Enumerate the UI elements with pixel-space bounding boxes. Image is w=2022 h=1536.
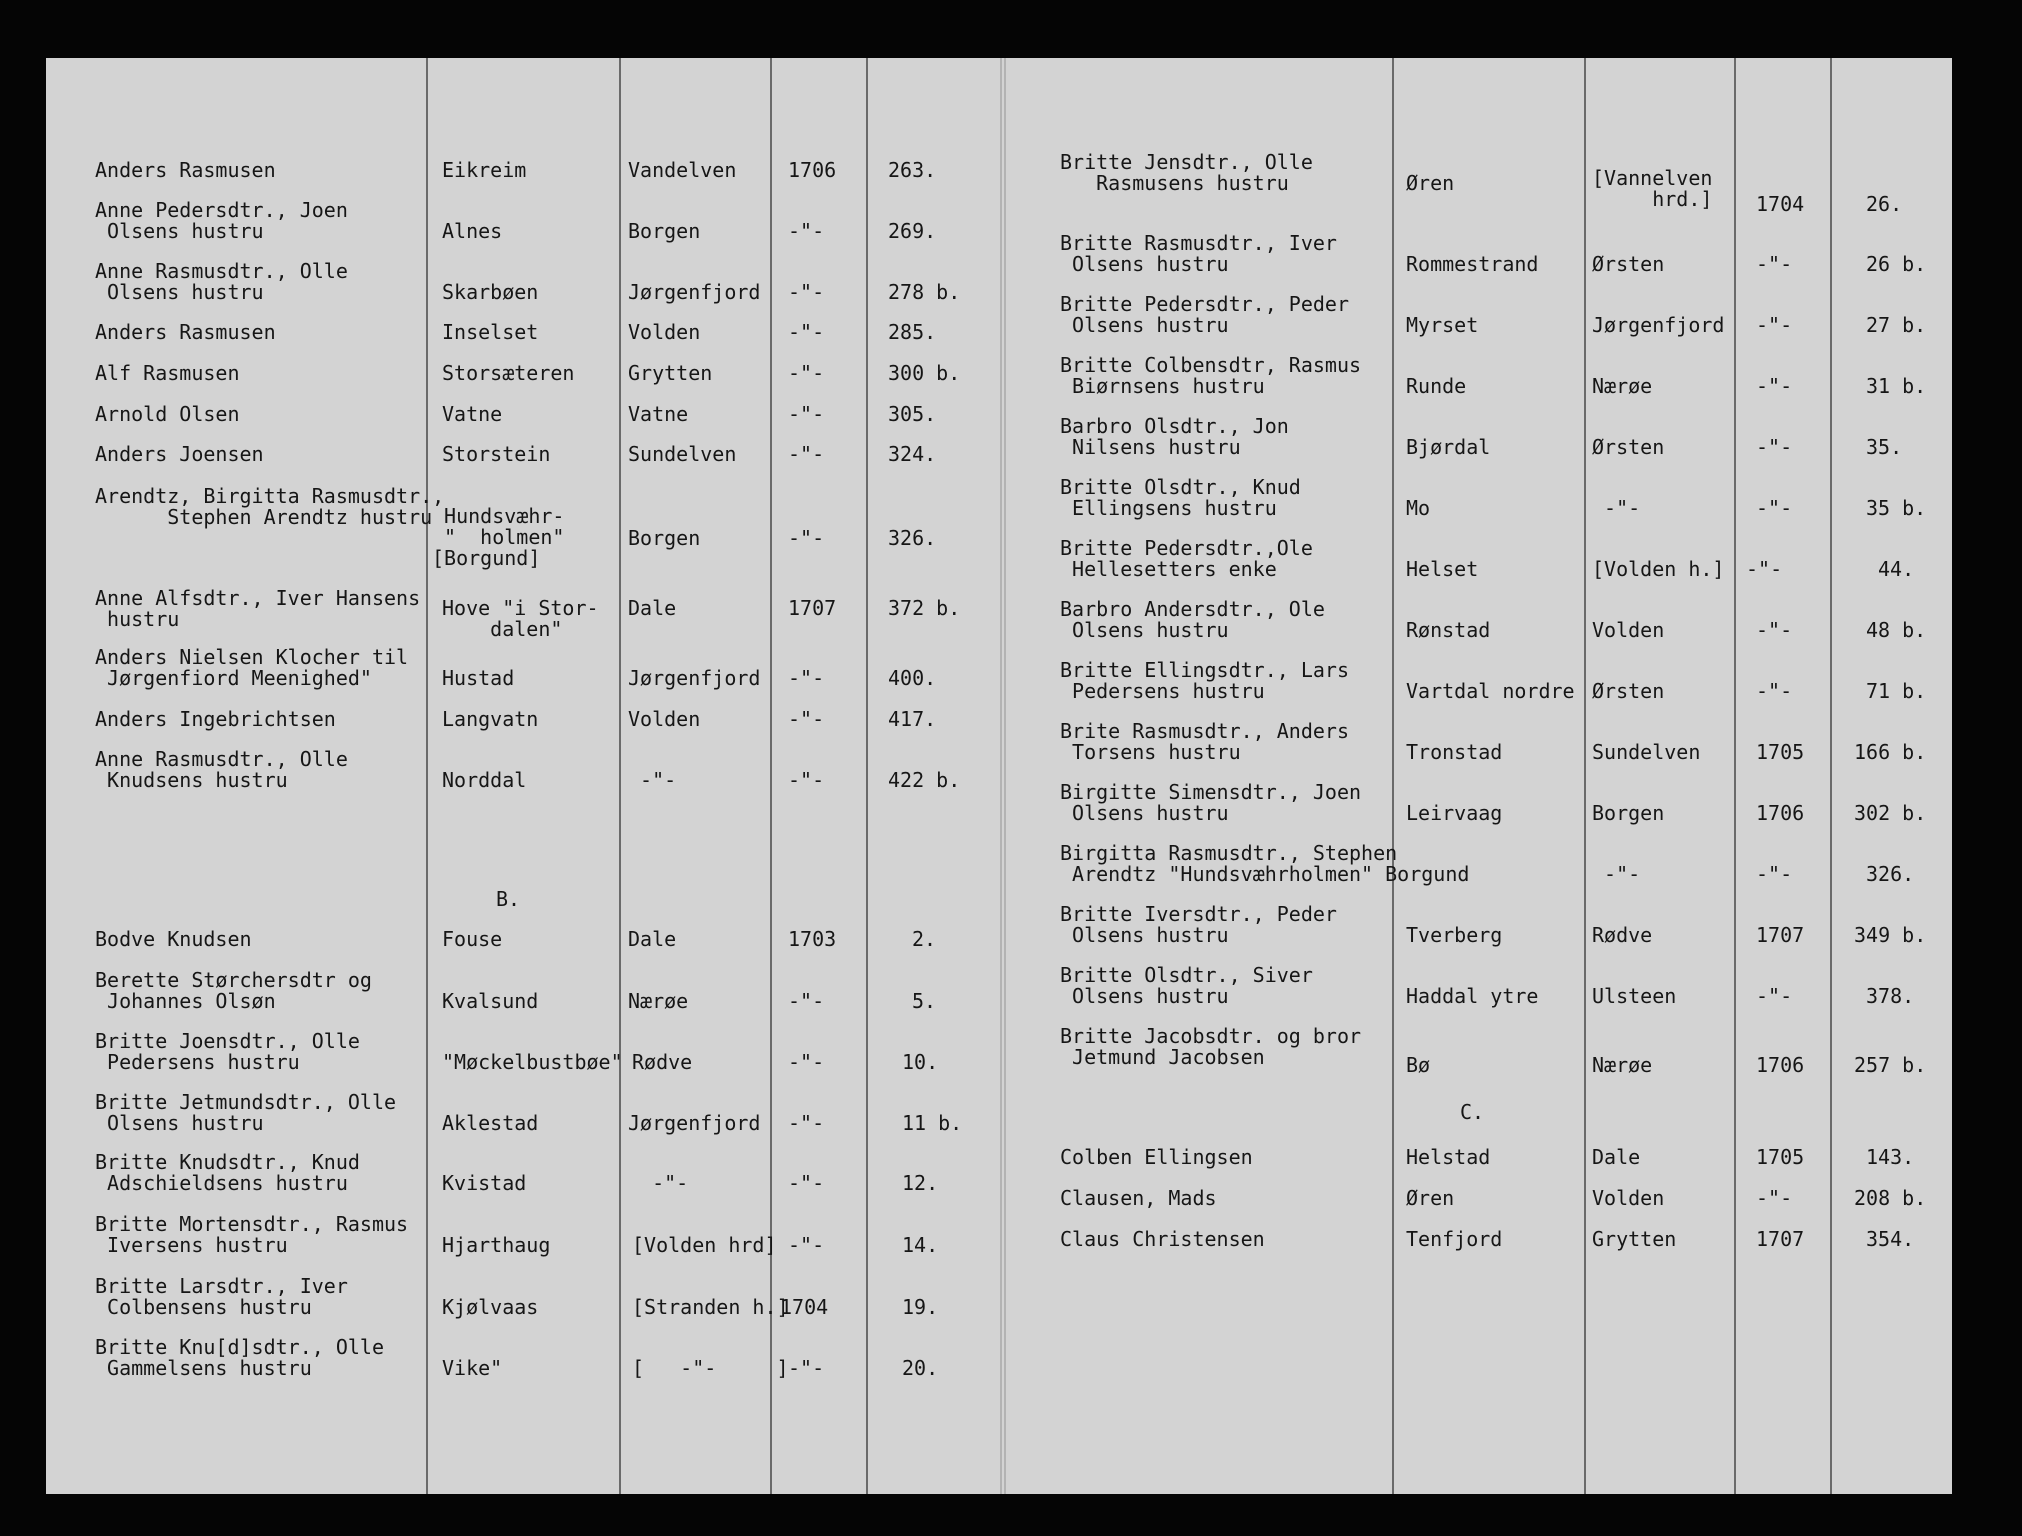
entry-parish: Vandelven [628, 158, 737, 182]
entry-farm: Hundsvæhr- " holmen" [Borgund] [432, 504, 565, 570]
entry-name: Britte Joensdtr., Olle Pedersens hustru [95, 1029, 360, 1074]
entry-parish: Dale [628, 596, 677, 620]
entry-folio: 263. [888, 158, 937, 182]
entry-farm: "Møckelbustbøe" [442, 1050, 623, 1074]
entry-parish: Jørgenfjord [628, 666, 761, 690]
entry-name: Britte Jacobsdtr. og bror Jetmund Jacobsen [1060, 1024, 1362, 1069]
entry-name: Birgitta Rasmusdtr., Stephen Arendtz "Hundsvæhrholmen" Borgund [1060, 841, 1470, 886]
entry-folio: 12. [902, 1171, 939, 1195]
entry-parish: [Vannelven hrd.] [1592, 166, 1713, 211]
entry-folio: 257 b. [1854, 1053, 1927, 1077]
entry-parish: Ulsteen [1592, 984, 1677, 1008]
entry-parish: Jørgenfjord [1592, 313, 1725, 337]
entry-year: -"- [788, 442, 825, 466]
entry-year: -"- [788, 320, 825, 344]
entry-name: Anne Rasmusdtr., Olle Knudsens hustru [95, 747, 348, 792]
entry-farm: Langvatn [442, 707, 539, 731]
entry-folio: 326. [888, 526, 937, 550]
entry-farm: Aklestad [442, 1111, 539, 1135]
entry-name: Arendtz, Birgitta Rasmusdtr., Stephen Arendtz hustru [95, 484, 445, 529]
entry-parish: Borgen [628, 219, 701, 243]
entry-folio: 44. [1878, 557, 1915, 581]
section-heading-b: B. [496, 887, 521, 911]
entry-parish: -"- [628, 1171, 689, 1195]
entry-parish: [ -"- ] [632, 1356, 789, 1380]
entry-year: -"- [1756, 618, 1793, 642]
entry-name: Britte Pedersdtr.,Ole Hellesetters enke [1060, 536, 1313, 581]
entry-name: Britte Olsdtr., Siver Olsens hustru [1060, 963, 1313, 1008]
entry-folio: 372 b. [888, 596, 961, 620]
entry-parish: Sundelven [628, 442, 737, 466]
entry-parish: Ørsten [1592, 435, 1665, 459]
entry-name: Britte Colbensdtr, Rasmus Biørnsens hustru [1060, 353, 1362, 398]
entry-name: Britte Knu[d]sdtr., Olle Gammelsens hustru [95, 1335, 384, 1380]
entry-name: Britte Jetmundsdtr., Olle Olsens hustru [95, 1090, 397, 1135]
entry-folio: 35 b. [1866, 496, 1927, 520]
entry-parish: [Volden h.] [1592, 557, 1725, 581]
entry-parish: Dale [1592, 1145, 1641, 1169]
entry-name: Brite Rasmusdtr., Anders Torsens hustru [1060, 719, 1349, 764]
entry-farm: Leirvaag [1406, 801, 1503, 825]
entry-year: 1703 [788, 927, 837, 951]
entry-folio: 278 b. [888, 280, 961, 304]
entry-farm: Tenfjord [1406, 1227, 1503, 1251]
entry-folio: 71 b. [1866, 679, 1927, 703]
entry-folio: 14. [902, 1233, 939, 1257]
entry-year: -"- [788, 666, 825, 690]
entry-year: 1705 [1756, 740, 1805, 764]
entry-farm: Bø [1406, 1053, 1431, 1077]
entry-farm: Kjølvaas [442, 1295, 539, 1319]
entry-parish: Volden [628, 707, 701, 731]
register-sheet [46, 58, 1952, 1494]
entry-parish: Sundelven [1592, 740, 1701, 764]
entry-year: -"- [788, 402, 825, 426]
entry-name: Anne Alfsdtr., Iver Hansens hustru [95, 586, 421, 631]
entry-folio: 166 b. [1854, 740, 1927, 764]
right-page [46, 58, 1952, 1494]
section-heading-c: C. [1460, 1100, 1485, 1124]
entry-folio: 20. [902, 1356, 939, 1380]
entry-name: Berette Størchersdtr og Johannes Olsøn [95, 968, 372, 1013]
entry-year: -"- [788, 280, 825, 304]
entry-name: Barbro Andersdtr., Ole Olsens hustru [1060, 597, 1325, 642]
entry-parish: Grytten [628, 361, 713, 385]
entry-name: Anne Rasmusdtr., Olle Olsens hustru [95, 259, 348, 304]
entry-folio: 305. [888, 402, 937, 426]
entry-parish: -"- [1592, 496, 1641, 520]
entry-year: -"- [788, 1356, 825, 1380]
entry-name: Colben Ellingsen [1060, 1145, 1253, 1169]
entry-farm: Øren [1406, 1186, 1455, 1210]
entry-farm: Alnes [442, 219, 503, 243]
entry-name: Britte Knudsdtr., Knud Adschieldsens hustru [95, 1150, 360, 1195]
entry-name: Britte Iversdtr., Peder Olsens hustru [1060, 902, 1337, 947]
entry-folio: 326. [1866, 862, 1915, 886]
entry-name: Clausen, Mads [1060, 1186, 1217, 1210]
entry-parish: Nærøe [1592, 1053, 1653, 1077]
entry-parish: Jørgenfjord [628, 280, 761, 304]
entry-year: -"- [1756, 1186, 1793, 1210]
entry-parish: Jørgenfjord [628, 1111, 761, 1135]
entry-farm: Helstad [1406, 1145, 1491, 1169]
entry-parish: Nærøe [628, 989, 689, 1013]
entry-farm: Kvalsund [442, 989, 539, 1013]
entry-farm: Vatne [442, 402, 503, 426]
entry-farm: Norddal [442, 768, 527, 792]
entry-year: 1706 [1756, 1053, 1805, 1077]
entry-farm: Vike" [442, 1356, 503, 1380]
entry-folio: 11 b. [902, 1111, 963, 1135]
entry-parish: Borgen [1592, 801, 1665, 825]
entry-farm: Storsæteren [442, 361, 575, 385]
entry-parish: -"- [628, 768, 677, 792]
entry-folio: 378. [1866, 984, 1915, 1008]
entry-year: -"- [788, 768, 825, 792]
entry-year: -"- [788, 526, 825, 550]
entry-year: 1706 [1756, 801, 1805, 825]
entry-parish: Rødve [1592, 923, 1653, 947]
entry-year: -"- [1756, 679, 1793, 703]
entry-year: -"- [1756, 496, 1793, 520]
entry-farm: Inselset [442, 320, 539, 344]
entry-name: Britte Olsdtr., Knud Ellingsens hustru [1060, 475, 1301, 520]
entry-year: -"- [788, 1171, 825, 1195]
entry-folio: 302 b. [1854, 801, 1927, 825]
entry-parish: Volden [1592, 618, 1665, 642]
entry-parish: -"- [1592, 862, 1641, 886]
entry-year: 1704 [1756, 192, 1805, 216]
entry-folio: 19. [902, 1295, 939, 1319]
entry-parish: Volden [628, 320, 701, 344]
entry-name: Anders Ingebrichtsen [95, 707, 336, 731]
entry-year: 1704 [780, 1295, 829, 1319]
entry-year: -"- [788, 707, 825, 731]
entry-name: Anders Rasmusen [95, 158, 276, 182]
entry-parish: Volden [1592, 1186, 1665, 1210]
entry-folio: 400. [888, 666, 937, 690]
entry-parish: Ørsten [1592, 252, 1665, 276]
entry-name: Britte Jensdtr., Olle Rasmusens hustru [1060, 150, 1313, 195]
entry-folio: 285. [888, 320, 937, 344]
entry-folio: 26. [1866, 192, 1903, 216]
entry-parish: Dale [628, 927, 677, 951]
entry-farm: Eikreim [442, 158, 527, 182]
entry-farm: Hjarthaug [442, 1233, 551, 1257]
entry-parish: Rødve [632, 1050, 693, 1074]
entry-year: -"- [788, 1233, 825, 1257]
entry-year: -"- [1756, 374, 1793, 398]
entry-folio: 31 b. [1866, 374, 1927, 398]
entry-folio: 143. [1866, 1145, 1915, 1169]
entry-parish: [Stranden h.] [632, 1295, 789, 1319]
entry-name: Britte Rasmusdtr., Iver Olsens hustru [1060, 231, 1337, 276]
entry-parish: Borgen [628, 526, 701, 550]
entry-year: -"- [1746, 557, 1783, 581]
entry-name: Britte Ellingsdtr., Lars Pedersens hustru [1060, 658, 1349, 703]
entry-farm: Haddal ytre [1406, 984, 1539, 1008]
entry-name: Bodve Knudsen [95, 927, 252, 951]
entry-parish: Nærøe [1592, 374, 1653, 398]
entry-year: -"- [1756, 252, 1793, 276]
entry-folio: 35. [1866, 435, 1903, 459]
entry-farm: Hustad [442, 666, 515, 690]
entry-year: -"- [1756, 435, 1793, 459]
entry-name: Anders Rasmusen [95, 320, 276, 344]
entry-name: Claus Christensen [1060, 1227, 1265, 1251]
entry-name: Britte Mortensdtr., Rasmus Iversens hustru [95, 1212, 409, 1257]
entry-folio: 269. [888, 219, 937, 243]
entry-folio: 2. [912, 927, 937, 951]
entry-farm: Øren [1406, 171, 1455, 195]
entry-folio: 300 b. [888, 361, 961, 385]
entry-name: Britte Pedersdtr., Peder Olsens hustru [1060, 292, 1349, 337]
entry-farm: Rommestrand [1406, 252, 1539, 276]
entry-name: Britte Larsdtr., Iver Colbensens hustru [95, 1274, 348, 1319]
entry-year: 1705 [1756, 1145, 1805, 1169]
entry-farm: Helset [1406, 557, 1479, 581]
entry-farm: Myrset [1406, 313, 1479, 337]
entry-name: Anders Joensen [95, 442, 264, 466]
entry-year: -"- [788, 989, 825, 1013]
entry-farm: Skarbøen [442, 280, 539, 304]
entry-parish: Ørsten [1592, 679, 1665, 703]
entry-name: Arnold Olsen [95, 402, 240, 426]
entry-folio: 48 b. [1866, 618, 1927, 642]
entry-folio: 417. [888, 707, 937, 731]
entry-name: Anne Pedersdtr., Joen Olsens hustru [95, 198, 348, 243]
entry-year: -"- [1756, 862, 1793, 886]
entry-farm: Rønstad [1406, 618, 1491, 642]
entry-folio: 27 b. [1866, 313, 1927, 337]
entry-name: Barbro Olsdtr., Jon Nilsens hustru [1060, 414, 1289, 459]
entry-farm: Hove "i Stor- dalen" [442, 596, 599, 641]
entry-parish: Grytten [1592, 1227, 1677, 1251]
entry-year: -"- [1756, 313, 1793, 337]
entry-parish: [Volden hrd] [632, 1233, 777, 1257]
entry-folio: 208 b. [1854, 1186, 1927, 1210]
entry-farm: Runde [1406, 374, 1467, 398]
entry-folio: 10. [902, 1050, 939, 1074]
entry-farm: Tronstad [1406, 740, 1503, 764]
entry-farm: Fouse [442, 927, 503, 951]
entry-farm: Bjørdal [1406, 435, 1491, 459]
entry-folio: 349 b. [1854, 923, 1927, 947]
entry-farm: Mo [1406, 496, 1431, 520]
entry-year: -"- [788, 1050, 825, 1074]
entry-farm: Kvistad [442, 1171, 527, 1195]
entry-year: 1707 [1756, 923, 1805, 947]
entry-parish: Vatne [628, 402, 689, 426]
entry-folio: 26 b. [1866, 252, 1927, 276]
entry-year: 1707 [788, 596, 837, 620]
entry-year: -"- [788, 361, 825, 385]
entry-folio: 5. [912, 989, 937, 1013]
entry-folio: 422 b. [888, 768, 961, 792]
entry-farm: Tverberg [1406, 923, 1503, 947]
entry-farm: Vartdal nordre [1406, 679, 1575, 703]
entry-year: 1707 [1756, 1227, 1805, 1251]
entry-year: -"- [788, 1111, 825, 1135]
entry-folio: 354. [1866, 1227, 1915, 1251]
entry-name: Alf Rasmusen [95, 361, 240, 385]
entry-year: -"- [1756, 984, 1793, 1008]
entry-farm: Storstein [442, 442, 551, 466]
entry-year: -"- [788, 219, 825, 243]
entry-name: Birgitte Simensdtr., Joen Olsens hustru [1060, 780, 1362, 825]
entry-year: 1706 [788, 158, 837, 182]
entry-name: Anders Nielsen Klocher til Jørgenfiord Meenighed" [95, 645, 409, 690]
entry-folio: 324. [888, 442, 937, 466]
